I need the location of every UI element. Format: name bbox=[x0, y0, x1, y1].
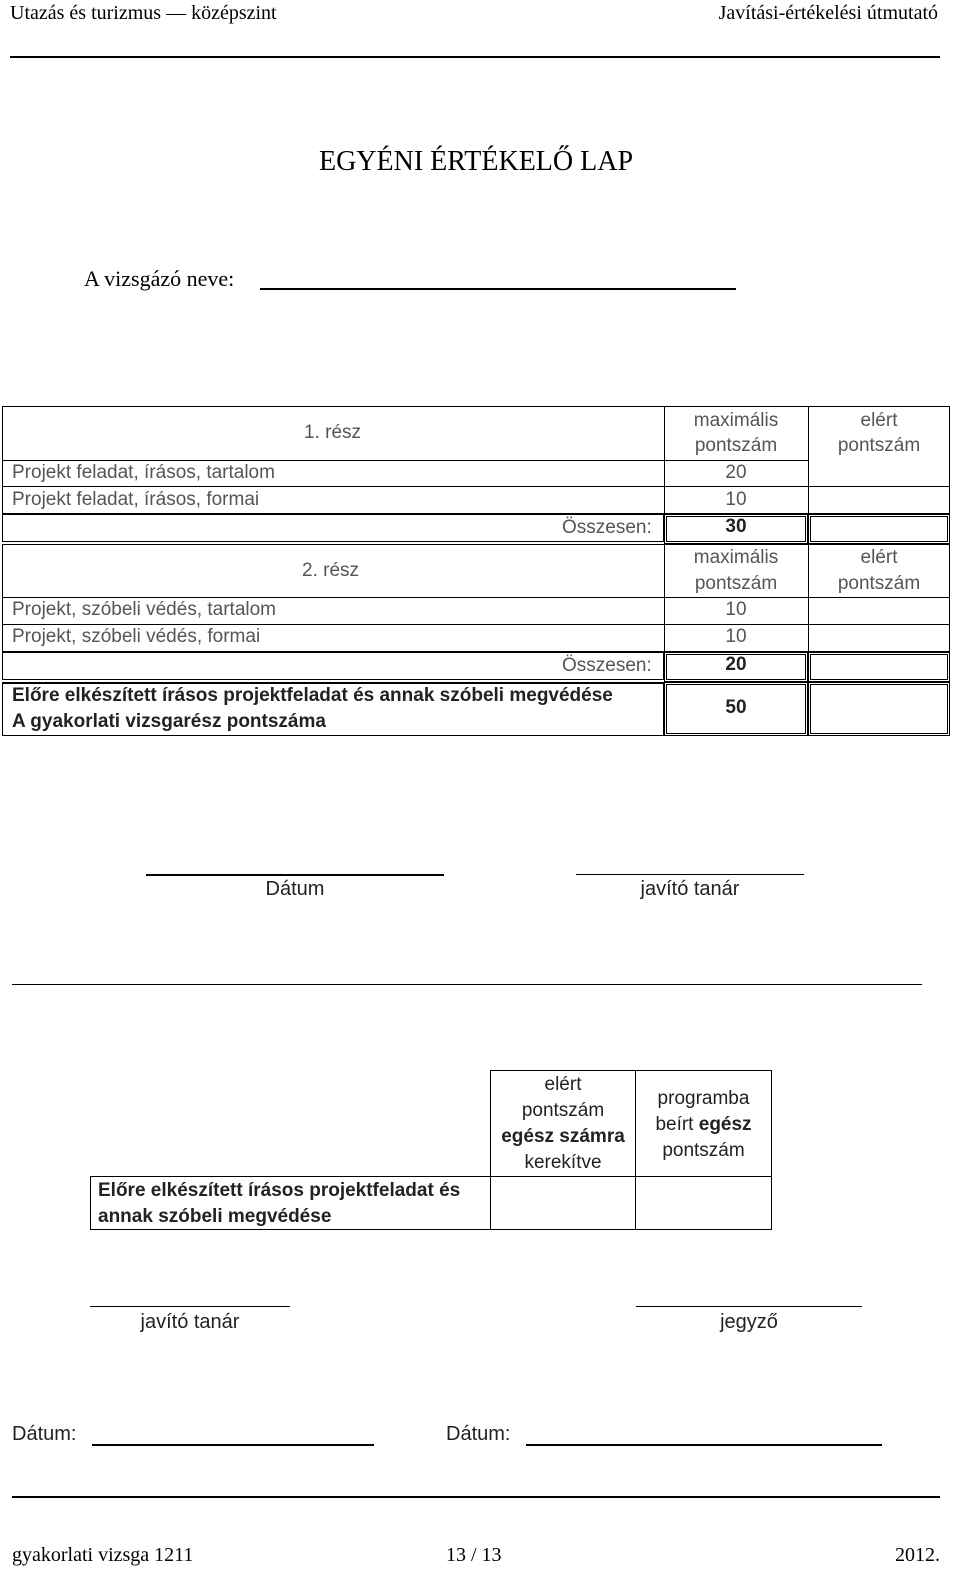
recorder-caption: jegyző bbox=[720, 1311, 778, 1333]
date-field-1[interactable] bbox=[92, 1444, 374, 1446]
date-line[interactable] bbox=[146, 874, 444, 876]
section-divider bbox=[12, 984, 922, 985]
rounded-score-header: elért bbox=[544, 1074, 582, 1095]
grand-total-sublabel: A gyakorlati vizsgarész pontszáma bbox=[12, 711, 326, 732]
footer-left: gyakorlati vizsga 1211 bbox=[12, 1544, 194, 1566]
part2-total-max: 20 bbox=[725, 654, 747, 675]
page-number: 13 / 13 bbox=[446, 1544, 502, 1566]
examiner-signature-line[interactable] bbox=[576, 874, 804, 875]
part2-total-label: Összesen: bbox=[562, 655, 652, 676]
grand-total-max: 50 bbox=[725, 697, 747, 718]
part2-max-header: maximális bbox=[693, 547, 779, 568]
part2-total-achieved[interactable] bbox=[808, 652, 950, 682]
footer-year: 2012. bbox=[895, 1544, 940, 1566]
date-field-2[interactable] bbox=[526, 1444, 882, 1446]
part2-achieved-header: elért bbox=[860, 547, 898, 568]
grand-total-achieved[interactable] bbox=[808, 682, 950, 736]
header-rule bbox=[10, 56, 940, 58]
date-caption: Dátum bbox=[265, 878, 325, 900]
part1-row-max: 10 bbox=[725, 489, 747, 510]
rounding-row-label: Előre elkészített írásos projektfeladat és bbox=[98, 1180, 461, 1201]
date-label-1: Dátum: bbox=[12, 1423, 77, 1445]
part1-total-achieved[interactable] bbox=[808, 514, 950, 544]
part1-row-label: Projekt feladat, írásos, formai bbox=[12, 489, 260, 510]
candidate-name-label: A vizsgázó neve: bbox=[84, 266, 235, 291]
part1-heading: 1. rész bbox=[304, 422, 362, 443]
date-label-2: Dátum: bbox=[446, 1423, 511, 1445]
header-left: Utazás és turizmus — középszint bbox=[10, 2, 277, 24]
part1-achieved-header: elért bbox=[860, 410, 898, 431]
rounded-score-input[interactable] bbox=[491, 1177, 634, 1229]
part1-total-max: 30 bbox=[725, 516, 747, 537]
recorder-signature-line[interactable] bbox=[636, 1306, 862, 1307]
part2-row-label: Projekt, szóbeli védés, formai bbox=[12, 626, 261, 647]
candidate-name-field[interactable] bbox=[260, 288, 736, 290]
part1-row-max: 20 bbox=[725, 462, 747, 483]
part1-row-label: Projekt feladat, írásos, tartalom bbox=[12, 462, 275, 483]
examiner-caption: javító tanár bbox=[640, 878, 740, 900]
examiner-signature-line-2[interactable] bbox=[90, 1306, 290, 1307]
part1-max-header: maximális bbox=[693, 410, 779, 431]
part2-row-max: 10 bbox=[725, 599, 747, 620]
examiner-caption-2: javító tanár bbox=[140, 1311, 240, 1333]
footer-rule bbox=[12, 1496, 940, 1498]
grand-total-label: Előre elkészített írásos projektfeladat és annak szóbeli megvédése bbox=[12, 685, 613, 706]
entered-score-input[interactable] bbox=[636, 1177, 771, 1229]
page-title: EGYÉNI ÉRTÉKELŐ LAP bbox=[318, 146, 634, 177]
header-right: Javítási-értékelési útmutató bbox=[718, 2, 938, 24]
part2-heading: 2. rész bbox=[302, 560, 360, 581]
part2-row-label: Projekt, szóbeli védés, tartalom bbox=[12, 599, 277, 620]
part1-total-label: Összesen: bbox=[562, 517, 652, 538]
entered-score-header: programba bbox=[657, 1088, 750, 1109]
part2-row-max: 10 bbox=[725, 626, 747, 647]
